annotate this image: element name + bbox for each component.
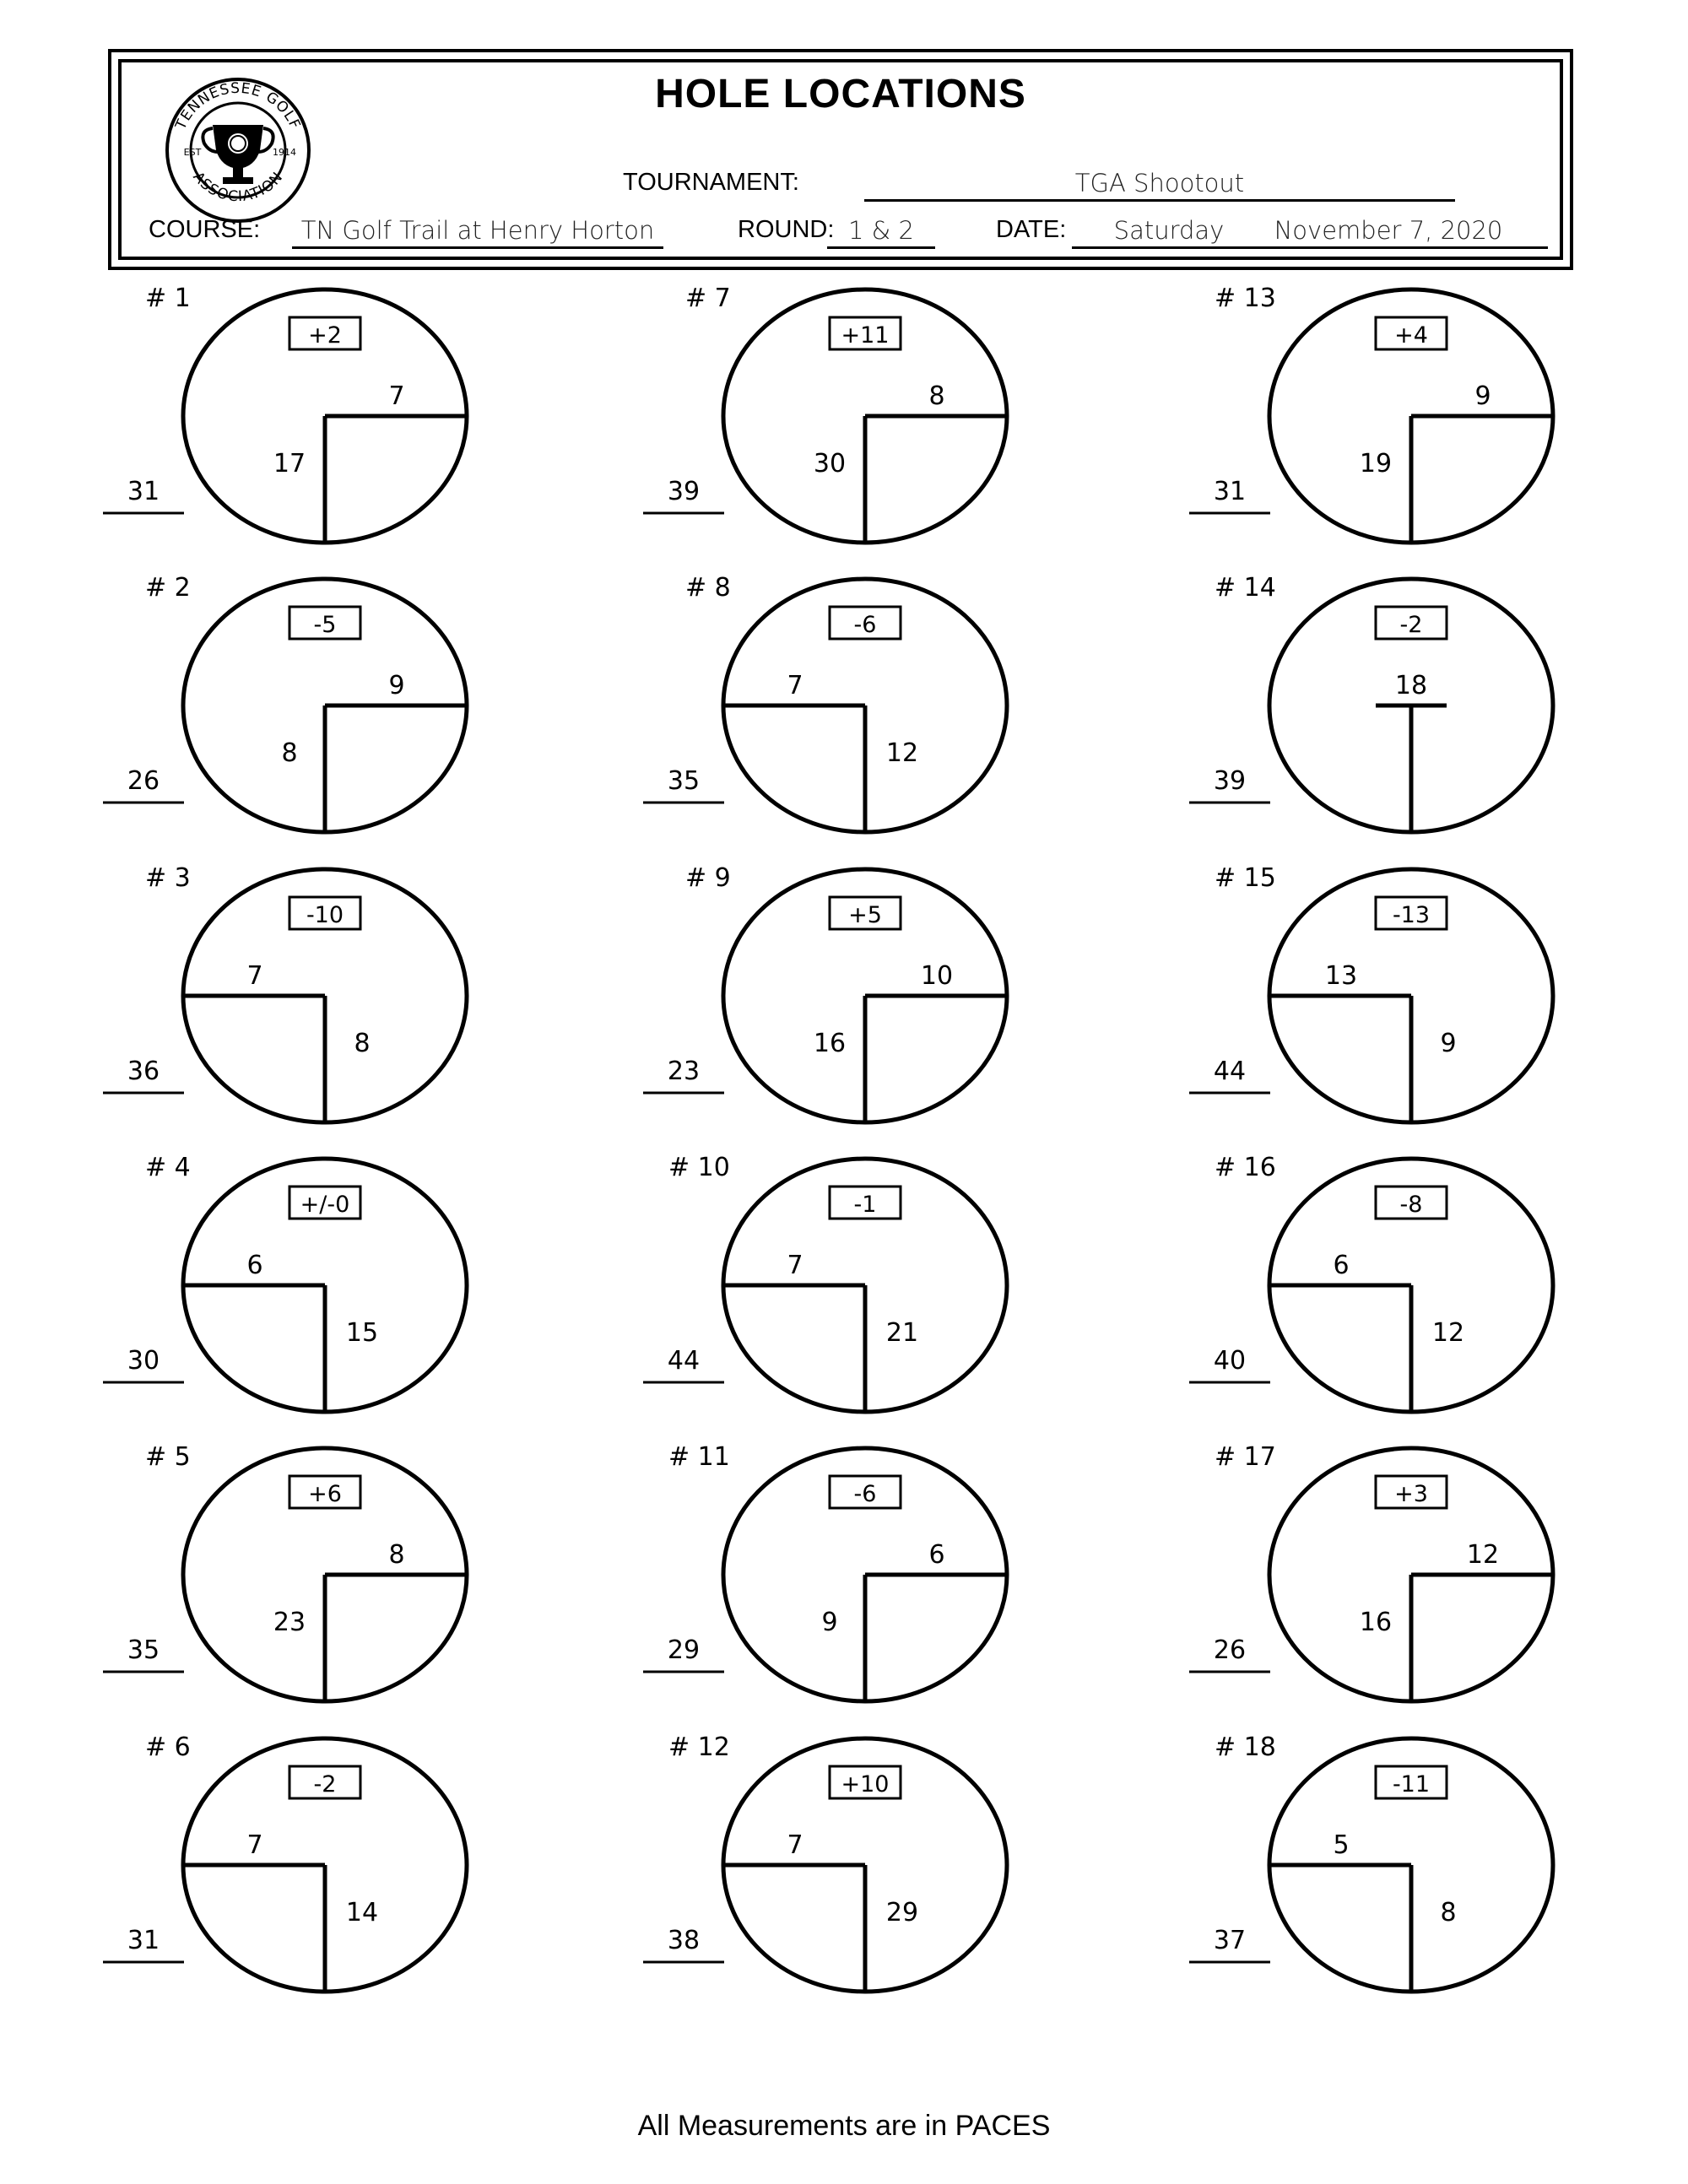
horizontal-distance: 7	[787, 1251, 803, 1280]
depth-value: 39	[667, 477, 701, 506]
hole-diagram	[103, 1153, 467, 1412]
hole-diagram	[1189, 1442, 1553, 1701]
depth-value: 38	[667, 1926, 701, 1955]
hole-number: # 11	[668, 1442, 730, 1472]
vertical-distance: 8	[1440, 1898, 1457, 1927]
vertical-distance: 12	[1431, 1318, 1465, 1348]
hole-number: # 9	[685, 863, 731, 893]
vertical-distance: 14	[345, 1898, 379, 1927]
vertical-distance: 8	[281, 738, 298, 768]
tournament-value: TGA Shootout	[1074, 169, 1245, 197]
hole-number: # 1	[145, 284, 191, 313]
hole-number: # 10	[668, 1153, 730, 1182]
adjust-value: -2	[1399, 612, 1423, 638]
horizontal-distance: 7	[787, 1830, 803, 1860]
round-label: ROUND:	[738, 216, 835, 243]
adjust-value: +5	[848, 902, 882, 928]
adjust-value: +4	[1394, 322, 1428, 349]
hole-diagram	[103, 573, 467, 832]
adjust-value: -2	[313, 1771, 337, 1797]
horizontal-distance: 7	[388, 381, 405, 411]
depth-value: 31	[127, 1926, 160, 1955]
adjust-value: -11	[1392, 1771, 1431, 1797]
hole-diagram	[643, 573, 1007, 832]
adjust-value: -8	[1399, 1192, 1423, 1218]
course-value: TN Golf Trail at Henry Horton	[300, 216, 655, 245]
depth-value: 31	[1213, 477, 1247, 506]
vertical-distance: 15	[345, 1318, 379, 1348]
adjust-value: +6	[308, 1481, 342, 1507]
horizontal-distance: 18	[1394, 671, 1428, 700]
depth-value: 29	[667, 1635, 701, 1665]
vertical-distance: 12	[885, 738, 919, 768]
hole-number: # 15	[1215, 863, 1276, 893]
depth-value: 39	[1213, 766, 1247, 796]
hole-diagram	[103, 284, 467, 543]
course-label: COURSE:	[149, 216, 261, 243]
hole-number: # 8	[685, 573, 731, 603]
hole-number: # 17	[1215, 1442, 1276, 1472]
page-title: HOLE LOCATIONS	[655, 72, 1026, 116]
hole-number: # 13	[1215, 284, 1276, 313]
round-value: 1 & 2	[848, 216, 914, 245]
vertical-distance: 23	[273, 1608, 306, 1637]
adjust-value: -1	[853, 1192, 877, 1218]
vertical-distance: 21	[885, 1318, 919, 1348]
adjust-value: -6	[853, 1481, 877, 1507]
tournament-label: TOURNAMENT:	[623, 169, 799, 196]
adjust-value: +10	[841, 1771, 890, 1797]
hole-diagram	[103, 863, 467, 1122]
horizontal-distance: 8	[928, 381, 945, 411]
hole-number: # 5	[145, 1442, 191, 1472]
vertical-distance: 16	[1359, 1608, 1393, 1637]
horizontal-distance: 6	[928, 1540, 945, 1570]
horizontal-distance: 6	[246, 1251, 263, 1280]
hole-diagram	[1189, 863, 1553, 1122]
hole-number: # 2	[145, 573, 191, 603]
date-value: November 7, 2020	[1274, 216, 1503, 245]
hole-diagram	[643, 284, 1007, 543]
horizontal-distance: 7	[246, 961, 263, 991]
hole-number: # 7	[685, 284, 731, 313]
vertical-distance: 8	[354, 1029, 371, 1058]
depth-value: 30	[127, 1346, 160, 1376]
depth-value: 37	[1213, 1926, 1247, 1955]
vertical-distance: 9	[1440, 1029, 1457, 1058]
depth-value: 23	[667, 1057, 701, 1086]
horizontal-distance: 9	[388, 671, 405, 700]
logo-est: EST	[183, 147, 202, 158]
horizontal-distance: 12	[1466, 1540, 1500, 1570]
horizontal-distance: 5	[1333, 1830, 1350, 1860]
vertical-distance: 16	[813, 1029, 847, 1058]
horizontal-distance: 7	[787, 671, 803, 700]
depth-value: 35	[667, 766, 701, 796]
depth-value: 36	[127, 1057, 160, 1086]
vertical-distance: 9	[821, 1608, 838, 1637]
depth-value: 40	[1213, 1346, 1247, 1376]
hole-diagram	[643, 1733, 1007, 1992]
vertical-distance: 17	[273, 449, 306, 478]
date-label: DATE:	[996, 216, 1067, 243]
hole-number: # 16	[1215, 1153, 1276, 1182]
vertical-distance: 29	[885, 1898, 919, 1927]
horizontal-distance: 10	[920, 961, 954, 991]
horizontal-distance: 7	[246, 1830, 263, 1860]
adjust-value: -13	[1392, 902, 1431, 928]
depth-value: 44	[1213, 1057, 1247, 1086]
hole-diagram	[643, 1153, 1007, 1412]
hole-diagram	[1189, 1733, 1553, 1992]
day-value: Saturday	[1113, 216, 1225, 245]
hole-diagram	[103, 1442, 467, 1701]
adjust-value: +/-0	[300, 1192, 350, 1218]
hole-number: # 4	[145, 1153, 191, 1182]
depth-value: 31	[127, 477, 160, 506]
adjust-value: -10	[306, 902, 344, 928]
horizontal-distance: 6	[1333, 1251, 1350, 1280]
hole-diagram	[103, 1733, 467, 1992]
depth-value: 26	[1213, 1635, 1247, 1665]
hole-number: # 3	[145, 863, 191, 893]
vertical-distance: 30	[813, 449, 847, 478]
depth-value: 44	[667, 1346, 701, 1376]
logo-ring-text-top: TENNESSEE GOLF	[172, 79, 304, 132]
depth-value: 26	[127, 766, 160, 796]
hole-diagram	[1189, 284, 1553, 543]
adjust-value: -5	[313, 612, 337, 638]
logo-ring-text-bottom: ASSOCIATION	[189, 169, 287, 206]
hole-number: # 12	[668, 1733, 730, 1762]
hole-number: # 14	[1215, 573, 1276, 603]
depth-value: 35	[127, 1635, 160, 1665]
hole-diagram	[643, 1442, 1007, 1701]
logo-year: 1914	[273, 147, 296, 158]
horizontal-distance: 8	[388, 1540, 405, 1570]
hole-diagram	[643, 863, 1007, 1122]
adjust-value: +11	[841, 322, 890, 349]
hole-number: # 18	[1215, 1733, 1276, 1762]
adjust-value: +2	[308, 322, 342, 349]
hole-diagram	[1189, 573, 1553, 832]
footer-note: All Measurements are in PACES	[637, 2110, 1051, 2142]
vertical-distance: 19	[1359, 449, 1393, 478]
horizontal-distance: 9	[1474, 381, 1491, 411]
horizontal-distance: 13	[1324, 961, 1358, 991]
hole-diagram	[1189, 1153, 1553, 1412]
adjust-value: +3	[1394, 1481, 1428, 1507]
adjust-value: -6	[853, 612, 877, 638]
hole-number: # 6	[145, 1733, 191, 1762]
